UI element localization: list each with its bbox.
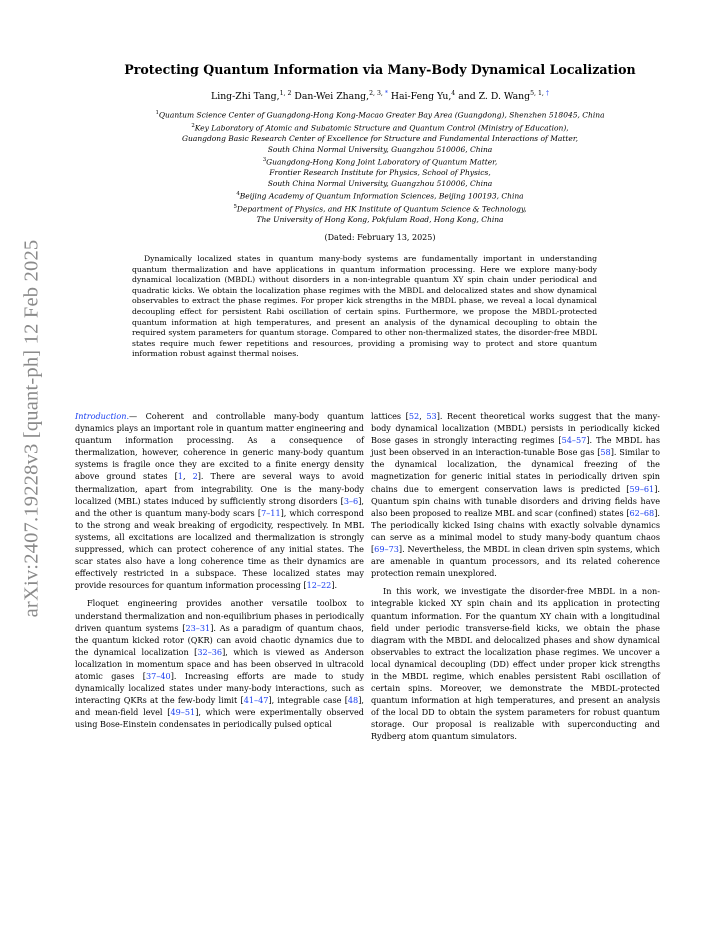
affiliation-marker: 2 bbox=[191, 123, 195, 129]
body-column-right bbox=[371, 410, 660, 743]
body-text: ], which is viewed as Anderson localization in momentum space and has been observed in ultracold atomic gases [ bbox=[75, 646, 364, 681]
body-column-left bbox=[75, 410, 364, 730]
body-text: ]. Quantum spin chains with tunable disorders and driving fields have also been proposed to realize MBL and scar (confined) states [ bbox=[371, 483, 660, 518]
affiliation-line bbox=[80, 121, 680, 134]
affiliation-line bbox=[80, 179, 680, 190]
citation-link[interactable]: 52 bbox=[408, 411, 420, 421]
affiliation-line bbox=[80, 155, 680, 168]
rich-text bbox=[75, 598, 364, 729]
body-text: ]. Recent theoretical works suggest that the many-body dynamical localization (MBDL) persists in periodically kicked Bose gases in strongly interacting regimes [ bbox=[371, 411, 660, 446]
author-name: and Z. D. Wang bbox=[458, 91, 531, 103]
citation-link[interactable]: 58 bbox=[600, 447, 611, 458]
affiliation-line bbox=[80, 168, 680, 179]
author-affil-marker: 4 bbox=[451, 90, 456, 97]
affiliation-text: Key Laboratory of Atomic and Subatomic Structure and Quantum Control (Ministry of Education), bbox=[194, 123, 569, 133]
citation-link[interactable]: 7–11 bbox=[261, 507, 281, 518]
rich-text bbox=[371, 411, 660, 578]
body-text: ], and mean-field level [ bbox=[75, 695, 364, 718]
citation-link[interactable]: 54–57 bbox=[561, 435, 587, 446]
abstract: Dynamically localized states in quantum many-body systems are fundamentally important in understanding quantum thermalization and have applications in quantum information processing. Here we explore many-body dynamical localization (MBDL) without disorders in a non-integrable quantum XY spin chain under periodical and quadratic kicks. We obtain the localization phase regimes with the MBDL and delocalized states and show dynamical observables to extract the phase regimes. For proper kick strengths in the MBDL phase, we reveal a local dynamical decoupling effect for persistent Rabi oscillation of certain spins. Furthermore, we propose the MBDL-protected quantum information at high temperatures, and present an analysis of the dynamical decoupling to obtain the required system parameters for quantum storage. Compared to other non-thermalized states, the disorder-free MBDL states require much fewer repetitions and resources, providing a promising way to protect and store quantum information robust against thermal noises. bbox=[132, 254, 597, 359]
footnote-link[interactable]: † bbox=[545, 90, 549, 97]
body-text: ], integrable case [ bbox=[268, 695, 348, 706]
author-affil-marker: 5, 1, † bbox=[530, 90, 549, 97]
affiliation-line bbox=[80, 134, 680, 145]
affiliation-text: South China Normal University, Guangzhou 510006, China bbox=[267, 178, 493, 188]
body-text: ]. As a paradigm of quantum chaos, the quantum kicked rotor (QKR) can avoid chaotic dynamics due to the dynamical localization [ bbox=[75, 622, 364, 657]
affiliation-text: South China Normal University, Guangzhou 510006, China bbox=[267, 144, 493, 154]
affiliation-line bbox=[80, 202, 680, 215]
citation-link[interactable]: 37–40 bbox=[145, 670, 171, 681]
arxiv-identifier: arXiv:2407.19228v3 [quant-ph] 12 Feb 2025 bbox=[20, 239, 43, 617]
body-text: ], which correspond to the strong and weak breaking of ergodicity, respectively. In MBL systems, all excitations are localized and thermalization is strongly suppressed, which can protect coherence of any initial states. The scar states also have a long coherence time as their dynamics are effectively restricted in a subspace. These localized states may provide resources for quantum information processing [ bbox=[75, 507, 364, 591]
author-name: Dan-Wei Zhang, bbox=[294, 91, 370, 103]
citation-link[interactable]: 69–73 bbox=[374, 544, 399, 555]
affiliation-text: Guangdong Basic Research Center of Excellence for Structure and Fundamental Interactions of Matter, bbox=[182, 134, 578, 143]
body-text: ]. Increasing efforts are made to study dynamically localized states under many-body interactions, such as interacting QKRs at the few-body limit [ bbox=[75, 670, 364, 706]
citation-link[interactable]: 53 bbox=[426, 411, 437, 421]
body-paragraph bbox=[371, 410, 660, 579]
author-affil-marker: 2, 3, * bbox=[369, 90, 388, 97]
paper-title: Protecting Quantum Information via Many-Body Dynamical Localization bbox=[124, 62, 636, 77]
affiliation-marker: 4 bbox=[236, 191, 240, 197]
citation-link[interactable]: 23–31 bbox=[185, 622, 211, 633]
body-text: , bbox=[182, 471, 193, 482]
body-paragraph bbox=[371, 585, 660, 742]
body-paragraph bbox=[75, 597, 364, 730]
affiliation-text: Department of Physics, and HK Institute of Quantum Science & Technology, bbox=[236, 204, 527, 214]
affiliation-line bbox=[80, 215, 680, 226]
author-name: Ling-Zhi Tang, bbox=[211, 91, 280, 103]
body-text: ]. bbox=[331, 580, 338, 591]
body-text: In this work, we investigate the disorder-free MBDL in a non-integrable kicked XY spin chain and its application in protecting quantum information. For the quantum XY chain with a longitudinal field under periodic transverse-field kicks, we obtain the phase diagram with the MBDL and delocalized phases and show dynamical observables to extract the localization phase regimes. We uncover a local dynamical decoupling (DD) effect under proper kick strengths in the MBDL regime, which enables persistent Rabi oscillation of certain spins. Moreover, we demonstrate the MBDL-protected quantum information at high temperatures, and present an analysis of the local DD to obtain the system parameters for robust quantum storage. Our proposal is realizable with superconducting and Rydberg atom quantum simulators. bbox=[371, 586, 660, 742]
citation-link[interactable]: 12–22 bbox=[306, 580, 332, 591]
affiliation-line bbox=[80, 108, 680, 121]
affiliation-marker: 1 bbox=[155, 110, 159, 116]
dated-line: (Dated: February 13, 2025) bbox=[324, 233, 436, 242]
citation-link[interactable]: 2 bbox=[192, 471, 198, 482]
body-text: ]. Nevertheless, the MBDL in clean driven spin systems, which are amenable in quantum processors, and its related coherence protection remain unexplored. bbox=[371, 544, 660, 579]
affiliation-text: Frontier Research Institute for Physics, School of Physics, bbox=[269, 168, 491, 177]
citation-link[interactable]: 62–68 bbox=[629, 507, 655, 518]
author-list bbox=[80, 90, 680, 102]
body-text: Floquet engineering provides another versatile toolbox to understand thermalization and non-equilibrium phases in periodically driven quantum systems [ bbox=[75, 598, 364, 633]
section-heading-introduction[interactable]: Introduction. bbox=[75, 411, 130, 421]
body-paragraph bbox=[75, 410, 364, 591]
affiliation-line bbox=[80, 145, 680, 156]
affiliation-text: Guangdong-Hong Kong Joint Laboratory of Quantum Matter, bbox=[266, 157, 498, 167]
citation-link[interactable]: 49–51 bbox=[170, 707, 196, 718]
rich-text bbox=[75, 411, 364, 590]
citation-link[interactable]: 32–36 bbox=[197, 646, 223, 657]
affiliation-marker: 3 bbox=[262, 157, 267, 163]
affiliation-line bbox=[80, 189, 680, 202]
affiliation-text: Beijing Academy of Quantum Information Sciences, Beijing 100193, China bbox=[239, 191, 524, 201]
body-text: ], which were experimentally observed using Bose-Einstein condensates in periodically pulsed optical bbox=[75, 707, 364, 730]
author-affil-marker: 1, 2 bbox=[279, 90, 292, 97]
affiliation-marker: 5 bbox=[233, 204, 237, 210]
author-name: Hai-Feng Yu, bbox=[390, 91, 452, 103]
affiliation-list bbox=[80, 108, 680, 226]
affiliation-text: The University of Hong Kong, Pokfulam Road, Hong Kong, China bbox=[256, 215, 504, 224]
citation-link[interactable]: 41–47 bbox=[243, 695, 269, 706]
citation-link[interactable]: 3–6 bbox=[343, 495, 359, 506]
citation-link[interactable]: 1 bbox=[177, 471, 183, 482]
citation-link[interactable]: 59–61 bbox=[629, 483, 655, 494]
footnote-link[interactable]: * bbox=[384, 90, 388, 97]
body-text: , bbox=[419, 411, 427, 421]
body-text: — Coherent and controllable many-body quantum dynamics plays an important role in quantum matter engineering and quantum information processing. As a consequence of thermalization, however, coherence in generic many-body quantum systems is fragile once they are excited to a finite energy density above ground states [ bbox=[75, 411, 364, 482]
citation-link[interactable]: 48 bbox=[347, 695, 359, 706]
body-text: ]. The periodically kicked Ising chains with exactly solvable dynamics can serve as a minimal model to study many-body quantum chaos [ bbox=[371, 507, 660, 555]
body-text: ]. There are several ways to avoid thermalization, apart from integrability. One is the many-body localized (MBL) states induced by sufficiently strong disorders [ bbox=[75, 471, 364, 506]
affiliation-text: Quantum Science Center of Guangdong-Hong Kong-Macao Greater Bay Area (Guangdong), Shenzhen 518045, China bbox=[158, 110, 605, 120]
arxiv-side-stamp bbox=[22, 238, 42, 618]
rich-text bbox=[371, 586, 660, 741]
body-text: ]. Similar to the dynamical localization, the dynamical freezing of the magnetization for generic initial states in periodically driven spin chains due to emergent conservation laws is predicted [ bbox=[371, 447, 661, 494]
body-text: ], and the other is quantum many-body scars [ bbox=[75, 495, 364, 518]
body-text: ]. The MBDL has just been observed in an interaction-tunable Bose gas [ bbox=[371, 435, 660, 458]
body-text: lattices [ bbox=[371, 411, 409, 421]
